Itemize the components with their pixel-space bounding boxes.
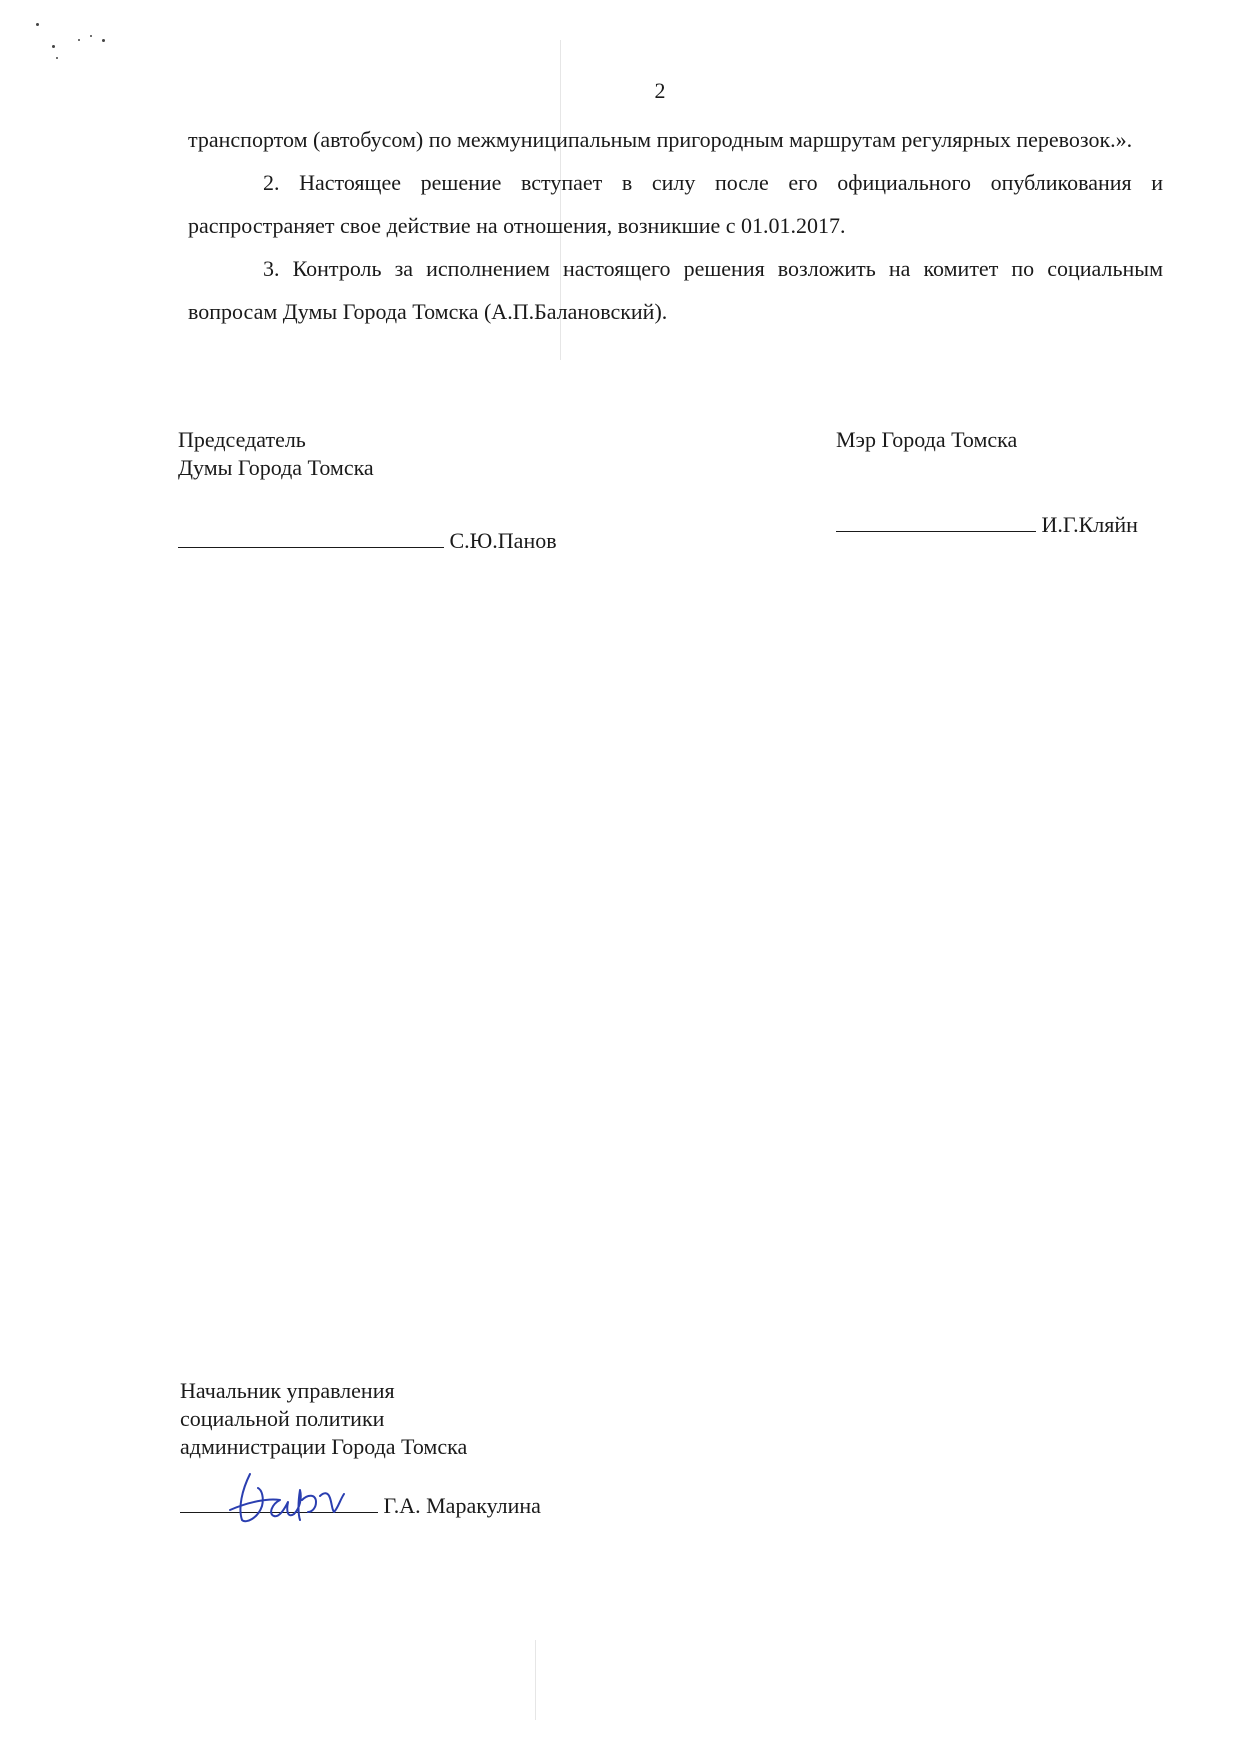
department-head-title-line2: социальной политики: [180, 1406, 385, 1431]
signature-blank: [178, 547, 444, 548]
mayor-title-line: Мэр Города Томска: [836, 427, 1018, 452]
document-body: [188, 118, 1163, 333]
department-head-title-line3: администрации Города Томска: [180, 1434, 468, 1459]
mayor-signature-line: [836, 512, 1138, 538]
page-number: 2: [654, 78, 666, 103]
signature-blank: [836, 531, 1036, 532]
paragraph-control: 3. Контроль за исполнением настоящего решения возложить на комитет по социальным вопросам Думы Города Томска (А.П.Балановский).: [188, 256, 1163, 324]
chairman-name: С.Ю.Панов: [449, 528, 557, 553]
scan-artifacts: [30, 15, 130, 65]
mayor-title: [836, 426, 1017, 454]
scan-fold-line: [535, 1640, 536, 1720]
paragraph-continuation: транспортом (автобусом) по межмуниципальным пригородным маршрутам регулярных перевозок.».: [188, 127, 1133, 152]
signature-stroke: [230, 1474, 344, 1521]
department-head-title: [180, 1377, 467, 1461]
department-head-title-line1: Начальник управления: [180, 1378, 395, 1403]
chairman-title-line2: Думы Города Томска: [178, 455, 374, 480]
handwritten-signature: [228, 1468, 348, 1526]
mayor-name: И.Г.Кляйн: [1041, 512, 1138, 537]
chairman-title: [178, 426, 374, 482]
paragraph-effective-date: 2. Настоящее решение вступает в силу после его официального опубликования и распространяет свое действие на отношения, возникшие с 01.01.2017.: [188, 170, 1163, 238]
chairman-signature-line: [178, 528, 557, 554]
chairman-title-line1: Председатель: [178, 427, 306, 452]
department-head-name: Г.А. Маракулина: [383, 1493, 541, 1518]
